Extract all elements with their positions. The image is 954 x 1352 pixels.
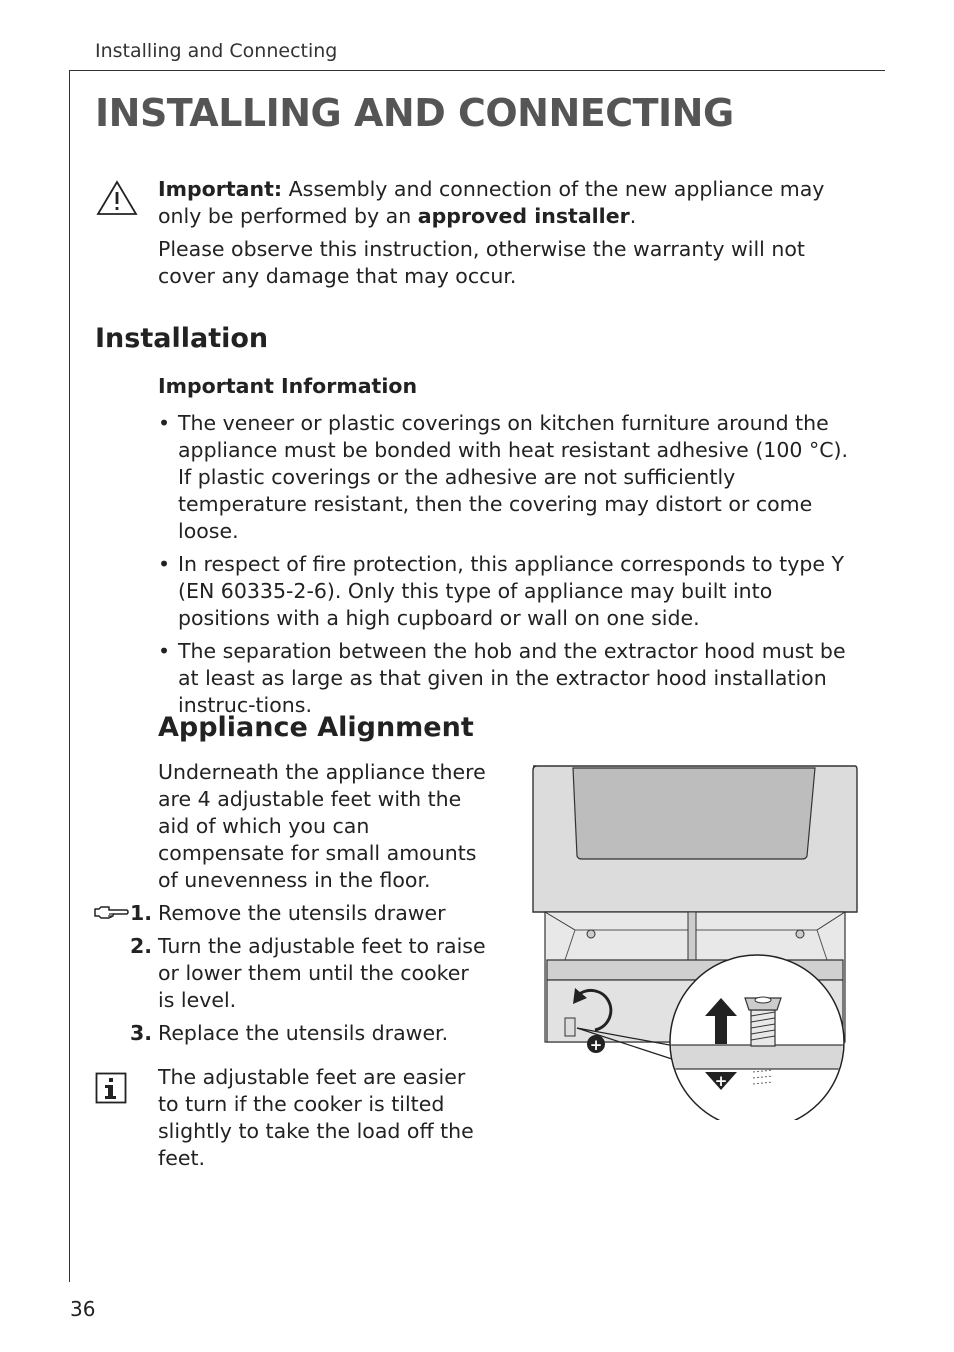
list-item (158, 410, 858, 545)
info-bullet-list (158, 410, 858, 725)
plus-mark-large: + (714, 1072, 728, 1090)
pointing-hand-icon (93, 905, 129, 921)
bullet-text: The veneer or plastic coverings on kitchen furniture around the appliance must be bonded with heat resistant adhesive (100 °C). If plastic coverings or the adhesive are not sufficiently temperature resistant, then the covering may distort or come loose. (178, 411, 849, 543)
list-item (158, 638, 858, 719)
step-number: 3. (130, 1021, 153, 1045)
warning-text-b: . (629, 204, 637, 228)
running-header: Installing and Connecting (95, 40, 338, 62)
warning-text-a: Assembly and connection of the new appliance may only be performed by an (158, 177, 825, 228)
step-item (130, 933, 490, 1014)
step-text: Replace the utensils drawer. (158, 1021, 449, 1045)
warning-block (158, 176, 858, 296)
bullet-dot: • (158, 411, 171, 435)
warning-paragraph-2: Please observe this instruction, otherwise the warranty will not cover any damage that may occur. (158, 237, 805, 288)
alignment-steps (130, 900, 490, 1053)
page-number: 36 (70, 1297, 96, 1321)
step-item (130, 900, 490, 927)
cooker-feet-illustration (525, 760, 865, 1120)
bullet-text: The separation between the hob and the extractor hood must be at least as large as that given in the extractor hood installation instruc-tions. (178, 639, 846, 717)
header-rule (70, 70, 885, 71)
important-info-subheading: Important Information (158, 374, 418, 398)
page-title: INSTALLING AND CONNECTING (95, 91, 734, 135)
margin-rule (69, 70, 70, 1282)
alignment-intro: Underneath the appliance there are 4 adjustable feet with the aid of which you can compensate for small amounts of unevenness in the floor. (158, 760, 486, 892)
bullet-text: In respect of fire protection, this appliance corresponds to type Y (EN 60335-2-6). Only this type of appliance may built into positions with a high cupboard or wall on one side. (178, 552, 845, 630)
step-text: Turn the adjustable feet to raise or lower them until the cooker is level. (158, 934, 486, 1012)
step-text: Remove the utensils drawer (158, 901, 446, 925)
alignment-heading: Appliance Alignment (158, 712, 474, 743)
warning-triangle-icon (96, 180, 138, 216)
step-item (130, 1020, 490, 1047)
installation-heading: Installation (95, 323, 269, 354)
info-icon (95, 1072, 127, 1104)
warning-paragraph-1 (158, 176, 858, 230)
bullet-dot: • (158, 552, 171, 576)
bullet-dot: • (158, 639, 171, 663)
plus-mark-small: + (589, 1036, 603, 1054)
step-number: 1. (130, 901, 153, 925)
step-number: 2. (130, 934, 153, 958)
warning-text-bold: approved installer (417, 204, 630, 228)
warning-lead: Important: (158, 177, 283, 201)
info-note: The adjustable feet are easier to turn if the cooker is tilted slightly to take the load off the feet. (158, 1065, 474, 1170)
list-item (158, 551, 858, 632)
